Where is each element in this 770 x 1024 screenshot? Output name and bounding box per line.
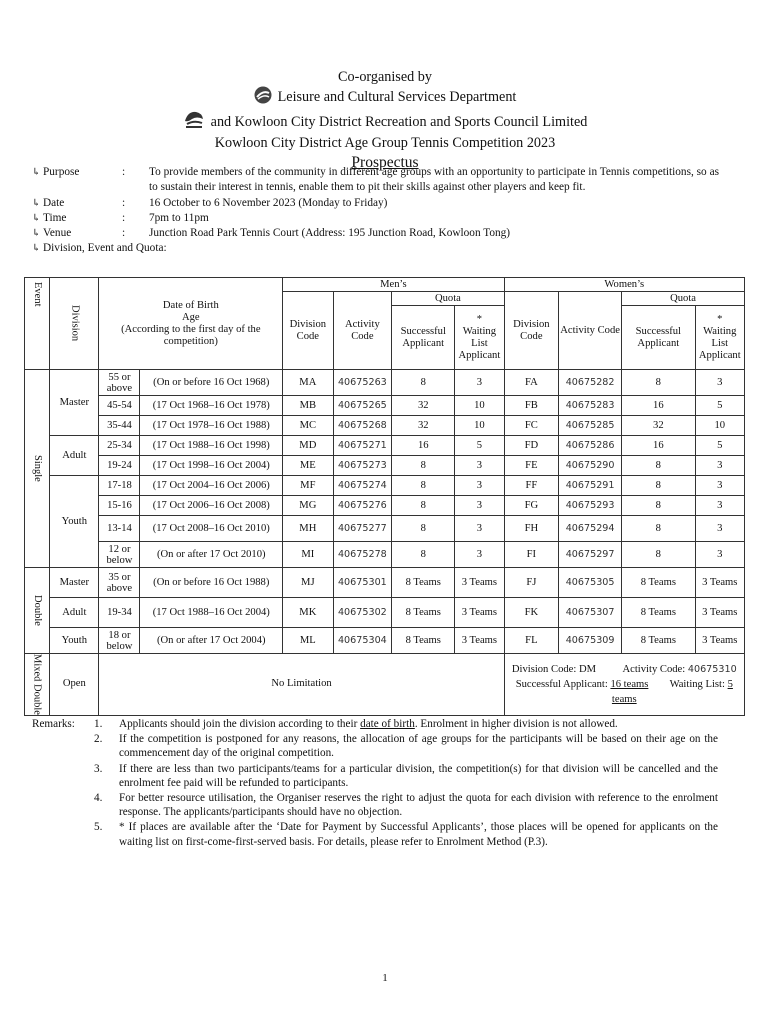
purpose-label: Purpose (43, 166, 80, 178)
event-cell: Double (25, 568, 50, 654)
page-number: 1 (382, 972, 388, 984)
women-success-cell: 8 Teams (622, 628, 695, 654)
venue-label: Venue (43, 227, 72, 239)
men-actcode-cell: 40675277 (333, 516, 392, 542)
men-divcode-cell: MK (283, 598, 333, 628)
remark-item: 5. * If places are available after the ‘Date for Payment by Successful Applicants’, those places will be opened for applicants on the waiting list on first-come-first-served basis. For details, please refer to Enrolment Method (P.3). (94, 821, 718, 848)
dob-cell: (17 Oct 1988–16 Oct 2004) (140, 598, 283, 628)
men-actcode-cell: 40675274 (333, 476, 392, 496)
women-divcode-cell: FE (504, 456, 559, 476)
remark-item: 4. For better resource utilisation, the Organiser reserves the right to adjust the quota for each division with reference to the enrolment response. The applicants/participants should have no objection. (94, 792, 718, 819)
venue-row (32, 226, 732, 241)
women-divcode-cell: FG (504, 496, 559, 516)
women-success-cell: 32 (622, 416, 695, 436)
women-actcode-cell: 40675309 (559, 628, 622, 654)
age-cell: 25-34 (99, 436, 140, 456)
dob-cell: (On or after 17 Oct 2004) (140, 628, 283, 654)
men-success-cell: 32 (392, 396, 455, 416)
date-row (32, 196, 732, 211)
women-wait-cell: 3 (695, 476, 744, 496)
men-actcode-cell: 40675268 (333, 416, 392, 436)
men-wait-cell: 3 (455, 370, 504, 396)
women-actcode-cell: 40675291 (559, 476, 622, 496)
age-cell: 19-34 (99, 598, 140, 628)
men-success-cell: 8 (392, 476, 455, 496)
women-wait-cell: 3 (695, 516, 744, 542)
header-division: Division (50, 278, 99, 370)
table-row-mixed (25, 654, 745, 716)
division-cell: Master (50, 370, 99, 436)
men-success-cell: 8 (392, 542, 455, 568)
women-actcode-cell: 40675290 (559, 456, 622, 476)
men-success-cell: 8 Teams (392, 628, 455, 654)
colon: : (122, 212, 126, 224)
header-line3-wrap (0, 109, 770, 134)
open-dob: No Limitation (99, 654, 504, 716)
table-row (25, 436, 745, 456)
men-success-cell: 8 (392, 516, 455, 542)
women-success-cell: 8 Teams (622, 598, 695, 628)
dob-cell: (17 Oct 2006–16 Oct 2008) (140, 496, 283, 516)
colon: : (122, 197, 126, 209)
age-cell: 55 or above (99, 370, 140, 396)
men-divcode-cell: MJ (283, 568, 333, 598)
age-cell: 35 or above (99, 568, 140, 598)
women-success-cell: 8 (622, 456, 695, 476)
dob-cell: (17 Oct 1998–16 Oct 2004) (140, 456, 283, 476)
men-divcode-cell: MF (283, 476, 333, 496)
division-cell: Adult (50, 598, 99, 628)
women-wait-cell: 3 Teams (695, 628, 744, 654)
lcsd-logo-icon (254, 86, 272, 109)
women-divcode-cell: FB (504, 396, 559, 416)
header-men-wait: * Waiting List Applicant (455, 306, 504, 370)
colon: : (122, 227, 126, 239)
men-wait-cell: 3 (455, 542, 504, 568)
header-line1: Co-organised by (338, 69, 432, 85)
men-wait-cell: 3 Teams (455, 628, 504, 654)
dob-cell: (On or after 17 Oct 2010) (140, 542, 283, 568)
men-divcode-cell: MD (283, 436, 333, 456)
men-divcode-cell: MA (283, 370, 333, 396)
header-men-actcode: Activity Code (333, 292, 392, 370)
event-mixed: Mixed Double (25, 654, 50, 716)
men-wait-cell: 3 (455, 496, 504, 516)
remarks-list (94, 717, 718, 850)
men-actcode-cell: 40675301 (333, 568, 392, 598)
men-success-cell: 8 (392, 370, 455, 396)
men-divcode-cell: MG (283, 496, 333, 516)
date-value: 16 October to 6 November 2023 (Monday to Friday) (149, 197, 388, 209)
header-event: Event (25, 278, 50, 370)
remark-item: 1. Applicants should join the division according to their date of birth. Enrolment in higher division is not allowed. (94, 718, 618, 730)
women-divcode-cell: FC (504, 416, 559, 436)
women-divcode-cell: FF (504, 476, 559, 496)
header-line2-wrap (0, 86, 770, 109)
remark-item: 3. If there are less than two participants/teams for a particular division, the competition(s) for that division will be cancelled and the enrolment fee paid will be refunded to participants. (94, 762, 718, 789)
header-men-quota: Quota (392, 292, 504, 306)
division-cell: Adult (50, 436, 99, 476)
men-success-cell: 8 Teams (392, 598, 455, 628)
women-divcode-cell: FH (504, 516, 559, 542)
council-logo-icon (183, 109, 205, 134)
table-row (25, 496, 745, 516)
division-cell: Youth (50, 628, 99, 654)
division-open: Open (50, 654, 99, 716)
purpose-row (32, 165, 732, 195)
men-wait-cell: 10 (455, 416, 504, 436)
date-label: Date (43, 197, 65, 209)
women-success-cell: 16 (622, 396, 695, 416)
remarks-heading: Remarks: (32, 718, 75, 730)
event-cell: Single (25, 370, 50, 568)
men-divcode-cell: ML (283, 628, 333, 654)
women-wait-cell: 3 Teams (695, 598, 744, 628)
men-wait-cell: 3 Teams (455, 598, 504, 628)
age-cell: 12 or below (99, 542, 140, 568)
dob-cell: (17 Oct 1978–16 Oct 1988) (140, 416, 283, 436)
bullet-arrow-icon: ↳ (32, 167, 41, 178)
women-wait-cell: 10 (695, 416, 744, 436)
men-divcode-cell: MH (283, 516, 333, 542)
header-women-actcode: Activity Code (559, 292, 622, 370)
bullet-arrow-icon: ↳ (32, 213, 41, 224)
remark-item: 2. If the competition is postponed for any reasons, the allocation of age groups for the participants will be based on their age on the commencement day of the original competition. (94, 733, 718, 760)
dob-cell: (17 Oct 2008–16 Oct 2010) (140, 516, 283, 542)
colon: : (122, 166, 126, 178)
men-success-cell: 8 (392, 496, 455, 516)
dob-cell: (17 Oct 1968–16 Oct 1978) (140, 396, 283, 416)
header-women-quota: Quota (622, 292, 745, 306)
age-cell: 45-54 (99, 396, 140, 416)
men-wait-cell: 5 (455, 436, 504, 456)
women-divcode-cell: FD (504, 436, 559, 456)
table-row (25, 416, 745, 436)
age-cell: 18 or below (99, 628, 140, 654)
division-cell: Master (50, 568, 99, 598)
women-actcode-cell: 40675305 (559, 568, 622, 598)
women-actcode-cell: 40675294 (559, 516, 622, 542)
men-actcode-cell: 40675271 (333, 436, 392, 456)
women-divcode-cell: FK (504, 598, 559, 628)
header-women-success: Successful Applicant (622, 306, 695, 370)
header-women-divcode: Division Code (504, 292, 559, 370)
header (0, 68, 770, 172)
table-row (25, 542, 745, 568)
age-cell: 19-24 (99, 456, 140, 476)
women-wait-cell: 3 (695, 542, 744, 568)
header-line4: Kowloon City District Age Group Tennis Competition 2023 (214, 135, 556, 151)
women-actcode-cell: 40675293 (559, 496, 622, 516)
men-actcode-cell: 40675278 (333, 542, 392, 568)
women-actcode-cell: 40675285 (559, 416, 622, 436)
women-wait-cell: 3 (695, 496, 744, 516)
info-section (32, 165, 732, 256)
bullet-arrow-icon: ↳ (32, 228, 41, 239)
table-row (25, 456, 745, 476)
time-row (32, 211, 732, 226)
page-title: Prospectus (351, 154, 419, 171)
women-success-cell: 8 (622, 496, 695, 516)
men-actcode-cell: 40675304 (333, 628, 392, 654)
women-success-cell: 8 Teams (622, 568, 695, 598)
women-divcode-cell: FL (504, 628, 559, 654)
men-wait-cell: 10 (455, 396, 504, 416)
dob-cell: (On or before 16 Oct 1988) (140, 568, 283, 598)
age-cell: 17-18 (99, 476, 140, 496)
men-wait-cell: 3 (455, 516, 504, 542)
age-cell: 15-16 (99, 496, 140, 516)
age-cell: 13-14 (99, 516, 140, 542)
header-womens: Women’s (504, 278, 744, 292)
women-actcode-cell: 40675283 (559, 396, 622, 416)
men-actcode-cell: 40675302 (333, 598, 392, 628)
header-men-success: Successful Applicant (392, 306, 455, 370)
header-line3: and Kowloon City District Recreation and Sports Council Limited (210, 114, 588, 130)
women-divcode-cell: FJ (504, 568, 559, 598)
men-success-cell: 8 Teams (392, 568, 455, 598)
men-success-cell: 32 (392, 416, 455, 436)
men-actcode-cell: 40675263 (333, 370, 392, 396)
men-actcode-cell: 40675265 (333, 396, 392, 416)
women-success-cell: 8 (622, 370, 695, 396)
table-row (25, 628, 745, 654)
women-success-cell: 8 (622, 476, 695, 496)
table-row (25, 370, 745, 396)
men-divcode-cell: MC (283, 416, 333, 436)
women-success-cell: 8 (622, 516, 695, 542)
table-row (25, 476, 745, 496)
time-value: 7pm to 11pm (149, 212, 209, 224)
women-success-cell: 8 (622, 542, 695, 568)
table-row (25, 396, 745, 416)
division-row (32, 241, 732, 256)
dob-cell: (17 Oct 1988–16 Oct 1998) (140, 436, 283, 456)
header-dob: Date of Birth Age (According to the first day of the competition) (99, 278, 283, 370)
women-wait-cell: 3 (695, 370, 744, 396)
dob-cell: (On or before 16 Oct 1968) (140, 370, 283, 396)
header-line2: Leisure and Cultural Services Department (277, 89, 517, 105)
men-wait-cell: 3 (455, 456, 504, 476)
header-women-wait: * Waiting List Applicant (695, 306, 744, 370)
men-wait-cell: 3 (455, 476, 504, 496)
women-actcode-cell: 40675286 (559, 436, 622, 456)
men-divcode-cell: MI (283, 542, 333, 568)
women-actcode-cell: 40675282 (559, 370, 622, 396)
table-row (25, 598, 745, 628)
bullet-arrow-icon: ↳ (32, 243, 41, 254)
table-row (25, 516, 745, 542)
men-actcode-cell: 40675273 (333, 456, 392, 476)
dob-cell: (17 Oct 2004–16 Oct 2006) (140, 476, 283, 496)
division-label: Division, Event and Quota: (43, 242, 167, 254)
men-success-cell: 16 (392, 436, 455, 456)
men-success-cell: 8 (392, 456, 455, 476)
men-divcode-cell: ME (283, 456, 333, 476)
women-actcode-cell: 40675297 (559, 542, 622, 568)
bullet-arrow-icon: ↳ (32, 198, 41, 209)
division-cell: Youth (50, 476, 99, 568)
women-divcode-cell: FI (504, 542, 559, 568)
men-divcode-cell: MB (283, 396, 333, 416)
venue-value: Junction Road Park Tennis Court (Address: 195 Junction Road, Kowloon Tong) (149, 227, 511, 239)
women-wait-cell: 5 (695, 396, 744, 416)
men-wait-cell: 3 Teams (455, 568, 504, 598)
age-cell: 35-44 (99, 416, 140, 436)
men-actcode-cell: 40675276 (333, 496, 392, 516)
women-divcode-cell: FA (504, 370, 559, 396)
women-success-cell: 16 (622, 436, 695, 456)
time-label: Time (43, 212, 67, 224)
quota-rows (25, 370, 745, 654)
women-wait-cell: 5 (695, 436, 744, 456)
quota-table (24, 277, 745, 716)
table-row (25, 568, 745, 598)
header-mens: Men’s (283, 278, 504, 292)
header-men-divcode: Division Code (283, 292, 333, 370)
purpose-value: To provide members of the community in different age groups with an opportunity to participate in Tennis competitions, so as to sustain their interest in tennis, enable them to pit their skills against other players and keep fit. (149, 166, 719, 193)
women-wait-cell: 3 Teams (695, 568, 744, 598)
open-details: Division Code: DM Activity Code: 40675310 Successful Applicant: 16 teams Waiting List: 5 teams (504, 654, 744, 716)
women-actcode-cell: 40675307 (559, 598, 622, 628)
women-wait-cell: 3 (695, 456, 744, 476)
